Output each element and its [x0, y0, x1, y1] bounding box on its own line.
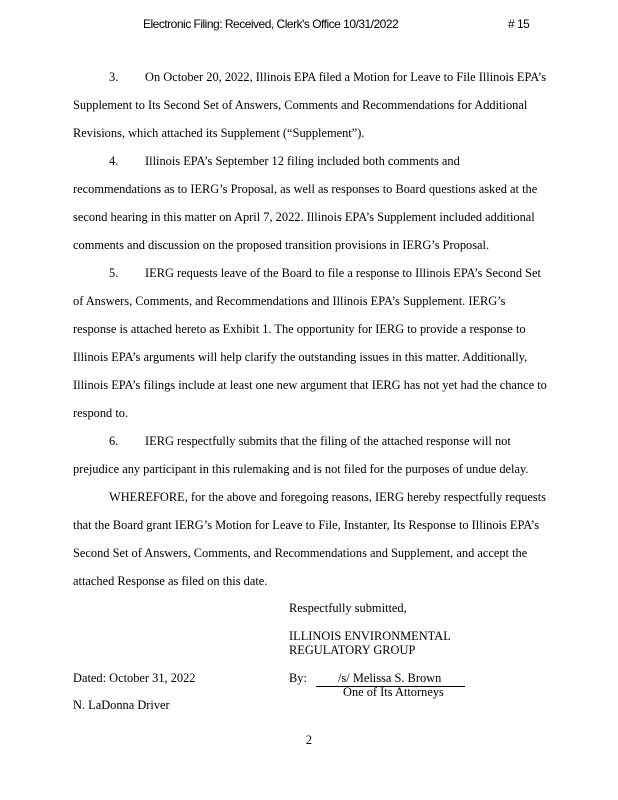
- filing-number: # 15: [508, 17, 530, 31]
- paragraph-line: respond to.: [73, 406, 129, 420]
- paragraph-line: second hearing in this matter on April 7, 2022. Illinois EPA’s Supplement included additional: [73, 210, 535, 224]
- paragraph-line: comments and discussion on the proposed transition provisions in IERG’s Proposal.: [73, 238, 490, 252]
- paragraph-number: 5.: [109, 266, 119, 280]
- paragraph-line: Second Set of Answers, Comments, and Recommendations and Supplement, and accept the: [73, 546, 528, 560]
- wherefore-first-line: WHEREFORE, for the above and foregoing reasons, IERG hereby respectfully requests: [109, 490, 546, 504]
- date-line: Dated: October 31, 2022: [73, 671, 196, 685]
- paragraph-first-line: On October 20, 2022, Illinois EPA filed a Motion for Leave to File Illinois EPA’s: [145, 70, 547, 84]
- paragraph-line: of Answers, Comments, and Recommendations and Illinois EPA’s Supplement. IERG’s: [73, 294, 506, 308]
- paragraph-line: recommendations as to IERG’s Proposal, as well as responses to Board questions asked at the: [73, 182, 538, 196]
- signature-role: One of Its Attorneys: [343, 685, 444, 699]
- signature-name: /s/ Melissa S. Brown: [316, 671, 465, 687]
- paragraph-first-line: Illinois EPA’s September 12 filing included both comments and: [145, 154, 460, 168]
- closing: Respectfully submitted,: [289, 601, 407, 615]
- paragraph-line: Illinois EPA’s arguments will help clarify the outstanding issues in this matter. Additionally,: [73, 350, 528, 364]
- by-label: By:: [289, 671, 307, 685]
- paragraph-line: prejudice any participant in this rulemaking and is not filed for the purposes of undue delay.: [73, 462, 529, 476]
- filing-header: [0, 17, 618, 35]
- paragraph-line: response is attached hereto as Exhibit 1. The opportunity for IERG to provide a response to: [73, 322, 526, 336]
- organization-line-1: ILLINOIS ENVIRONMENTAL: [289, 629, 451, 643]
- paragraph-number: 4.: [109, 154, 119, 168]
- filing-stamp: Electronic Filing: Received, Clerk's Office 10/31/2022: [143, 17, 399, 31]
- paragraph-line: that the Board grant IERG’s Motion for Leave to File, Instanter, Its Response to Illinois EPA’s: [73, 518, 540, 532]
- page-number: 2: [305, 733, 313, 747]
- paragraph-first-line: IERG respectfully submits that the filing of the attached response will not: [145, 434, 511, 448]
- paragraph-first-line: IERG requests leave of the Board to file a response to Illinois EPA’s Second Set: [145, 266, 541, 280]
- paragraph-number: 6.: [109, 434, 119, 448]
- attorney-name: N. LaDonna Driver: [73, 698, 170, 712]
- paragraph-line: Illinois EPA’s filings include at least one new argument that IERG has not yet had the chance to: [73, 378, 547, 392]
- paragraph-number: 3.: [109, 70, 119, 84]
- paragraph-line: Revisions, which attached its Supplement (“Supplement”).: [73, 126, 365, 140]
- paragraph-line: attached Response as filed on this date.: [73, 574, 268, 588]
- paragraph-line: Supplement to Its Second Set of Answers, Comments and Recommendations for Additional: [73, 98, 528, 112]
- organization-line-2: REGULATORY GROUP: [289, 643, 416, 657]
